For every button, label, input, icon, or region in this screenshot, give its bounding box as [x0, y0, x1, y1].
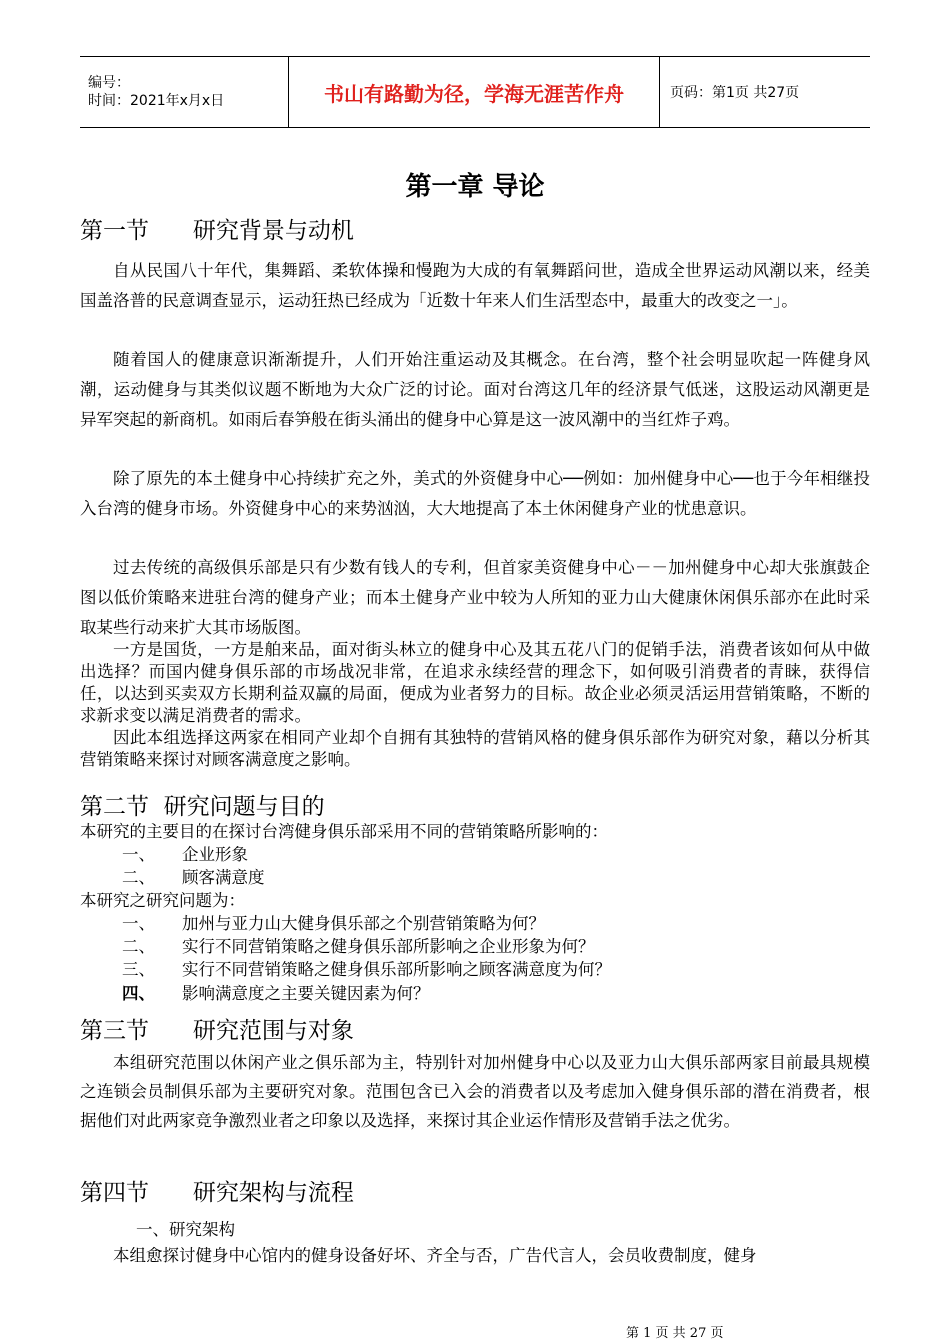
section4-paragraph: 本组愈探讨健身中心馆内的健身设备好坏、齐全与否，广告代言人，会员收费制度，健身 — [113, 1246, 757, 1265]
purpose-text: 企业形象 — [182, 845, 248, 864]
document-header — [80, 56, 870, 128]
question-number: 二、 — [122, 937, 155, 956]
question-number: 一、 — [122, 914, 155, 933]
purpose-number: 一、 — [122, 845, 155, 864]
section1-paragraph: 过去传统的高级俱乐部是只有少数有钱人的专利，但首家美资健身中心－－加州健身中心却大张旗鼓企图以低价策略来进驻台湾的健身产业；而本土健身产业中较为人所知的亚力山大健康休闲俱乐部亦在此时采取某些行动来扩大其市场版图。 — [80, 558, 870, 637]
page-footer: 第 1 页 共 27 页 — [626, 1326, 724, 1341]
purpose-item — [122, 864, 265, 888]
question-text: 实行不同营销策略之健身俱乐部所影响之顾客满意度为何？ — [182, 960, 611, 979]
header-page-info — [660, 57, 870, 127]
motto-text: 书山有路勤为径，学海无涯苦作舟 — [324, 81, 624, 106]
header-motto — [288, 57, 660, 127]
section2-intro: 本研究的主要目的在探讨台湾健身俱乐部采用不同的营销策略所影响的： — [80, 822, 608, 841]
page-info-text: 页码：第1页 共27页 — [670, 85, 800, 101]
section1-title: 第一节 研究背景与动机 — [80, 218, 354, 244]
question-item — [122, 910, 545, 934]
question-number: 三、 — [122, 960, 155, 979]
question-item — [122, 933, 595, 957]
header-meta — [80, 57, 288, 127]
section2-title: 第二节 研究问题与目的 — [80, 794, 325, 820]
section3-title: 第三节 研究范围与对象 — [80, 1018, 354, 1044]
purpose-number: 二、 — [122, 868, 155, 887]
question-text: 实行不同营销策略之健身俱乐部所影响之企业形象为何？ — [182, 937, 595, 956]
section1-paragraph: 随着国人的健康意识渐渐提升，人们开始注重运动及其概念。在台湾，整个社会明显吹起一阵健身风潮，运动健身与其类似议题不断地为大众广泛的讨论。面对台湾这几年的经济景气低迷，这股运动风潮更是异军突起的新商机。如雨后春笋般在街头涌出的健身中心算是这一波风潮中的当红炸子鸡。 — [80, 350, 870, 429]
section4-title: 第四节 研究架构与流程 — [80, 1180, 354, 1206]
section1-paragraph: 一方是国货，一方是舶来品，面对街头林立的健身中心及其五花八门的促销手法，消费者该如何从中做出选择？而国内健身俱乐部的市场战况非常，在追求永续经营的理念下，如何吸引消费者的青睐，获得信任，以达到买卖双方长期利益双赢的局面，便成为业者努力的目标。故企业必须灵活运用营销策略，不断的求新求变以满足消费者的需求。 — [80, 640, 870, 725]
question-item — [122, 980, 430, 1004]
section2-intro: 本研究之研究问题为： — [80, 891, 245, 910]
question-text: 加州与亚力山大健身俱乐部之个别营销策略为何？ — [182, 914, 545, 933]
section1-paragraph: 除了原先的本土健身中心持续扩充之外，美式的外资健身中心──例如：加州健身中心──也于今年相继投入台湾的健身市场。外资健身中心的来势汹汹，大大地提高了本土休闲健身产业的忧患意识。 — [80, 469, 870, 518]
time-label: 时间：2021年x月x日 — [88, 93, 225, 109]
chapter-title: 第一章 导论 — [405, 172, 545, 202]
section3-paragraph: 本组研究范围以休闲产业之俱乐部为主，特别针对加州健身中心以及亚力山大俱乐部两家目前最具规模之连锁会员制俱乐部为主要研究对象。范围包含已入会的消费者以及考虑加入健身俱乐部的潜在消费者，根据他们对此两家竞争激烈业者之印象以及选择，来探讨其企业运作情形及营销手法之优劣。 — [80, 1053, 870, 1130]
section1-paragraph: 自从民国八十年代，集舞蹈、柔软体操和慢跑为大成的有氧舞蹈问世，造成全世界运动风潮以来，经美国盖洛普的民意调查显示，运动狂热已经成为「近数十年来人们生活型态中，最重大的改变之一」。 — [80, 261, 870, 310]
question-text: 影响满意度之主要关键因素为何？ — [182, 984, 430, 1003]
purpose-item — [122, 841, 248, 865]
number-label: 编号： — [88, 75, 130, 91]
question-number: 四、 — [122, 984, 155, 1003]
section4-subtitle: 一、研究架构 — [136, 1220, 235, 1239]
section1-paragraph: 因此本组选择这两家在相同产业却个自拥有其独特的营销风格的健身俱乐部作为研究对象，藉以分析其营销策略来探讨对顾客满意度之影响。 — [80, 728, 870, 769]
question-item — [122, 956, 611, 980]
purpose-text: 顾客满意度 — [182, 868, 265, 887]
